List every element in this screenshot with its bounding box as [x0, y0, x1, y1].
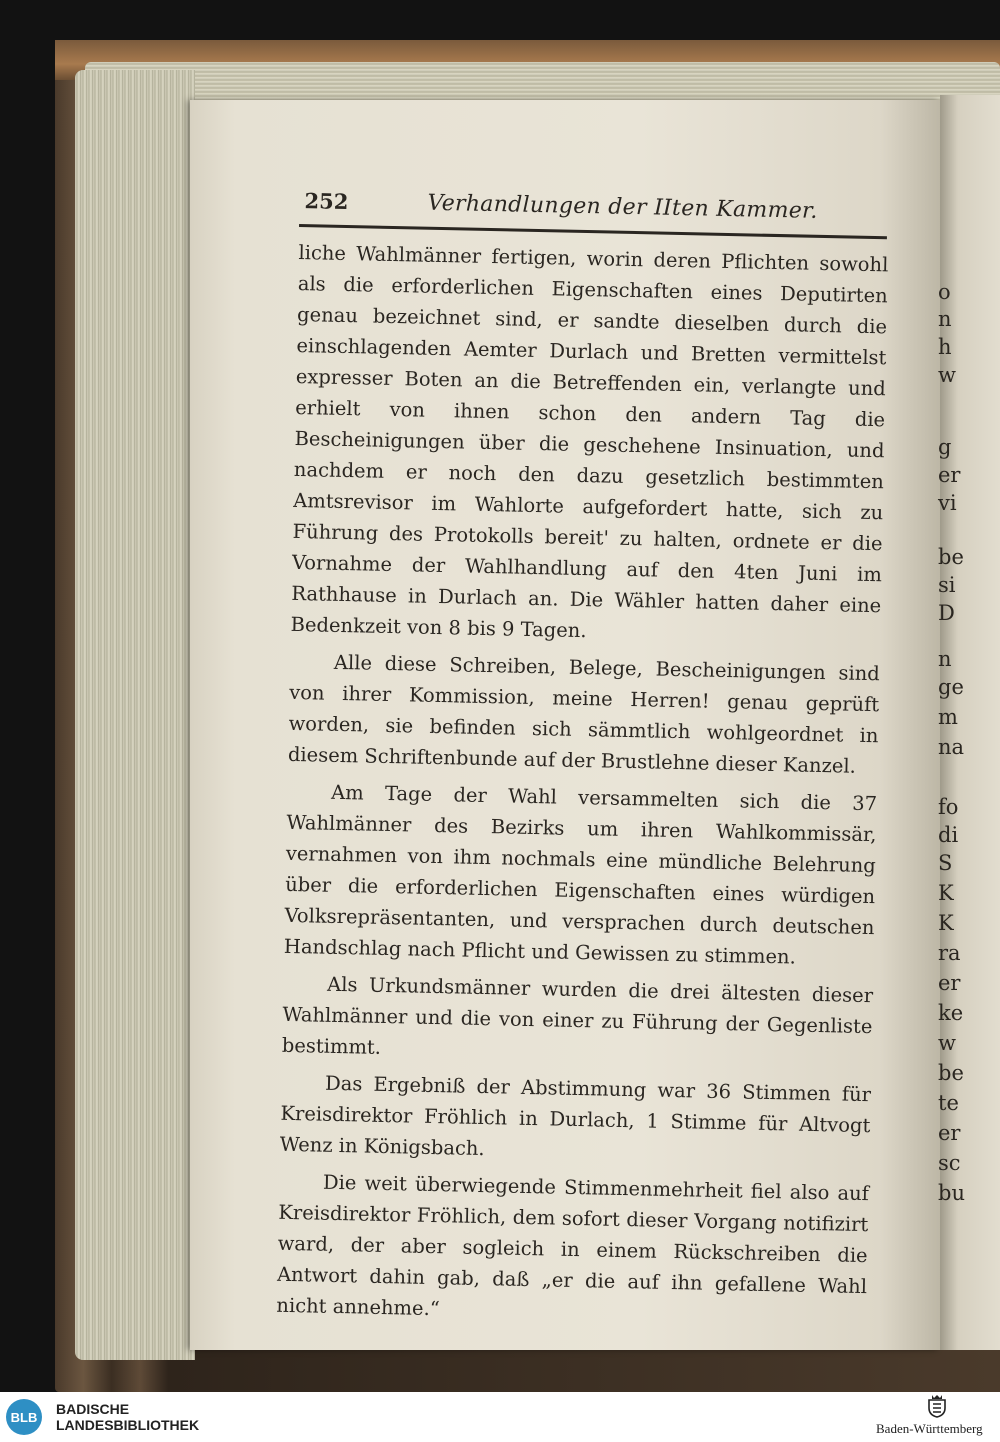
- right-page-fragment: K: [938, 911, 954, 935]
- right-page-fragment: o: [938, 280, 951, 304]
- right-page-fragment: K: [938, 881, 954, 905]
- right-page-fragment: w: [938, 1031, 956, 1055]
- library-name-line1: BADISCHE: [56, 1401, 130, 1417]
- right-page-fragment: n: [938, 307, 952, 331]
- paragraph: Am Tage der Wahl versammelten sich die 37 Wahlmänner des Bezirks um ihren Wahlkommissär, vernahmen von ihm nochmals eine mündliche Belehrung über die erforderlichen Eigenschaften eines würdigen Volksrepräsentanten, und versprachen durch deutschen Handschlag nach Pflicht und Gewissen zu stimmen.: [283, 780, 878, 969]
- right-page-fragment: n: [938, 647, 952, 671]
- right-page-fragment: fo: [938, 795, 959, 819]
- right-page-fragment: er: [938, 1121, 961, 1145]
- paragraph: Das Ergebniß der Abstimmung war 36 Stimmen für Kreisdirektor Fröhlich in Durlach, 1 Stimme für Altvogt Wenz in Königsbach.: [279, 1071, 872, 1161]
- right-page-fragment: be: [938, 1061, 964, 1085]
- right-page-fragment: be: [938, 545, 964, 569]
- coat-of-arms-icon: [926, 1394, 948, 1418]
- right-page-fragment: m: [938, 705, 958, 729]
- page-top-edges: [85, 62, 1000, 102]
- right-page-fragment: vi: [938, 491, 957, 515]
- right-page-fragment: w: [938, 363, 956, 387]
- running-title: Verhandlungen der IIten Kammer.: [427, 190, 819, 224]
- right-page-fragment: g: [938, 435, 952, 459]
- right-page-fragment: D: [938, 601, 955, 625]
- library-name[interactable]: [56, 1401, 199, 1433]
- page-fore-edges: [75, 70, 195, 1360]
- right-page-fragment: si: [938, 573, 956, 597]
- right-page-fragment: te: [938, 1091, 959, 1115]
- paragraph: Alle diese Schreiben, Belege, Bescheinigungen sind von ihrer Kommission, meine Herren! genau geprüft worden, sie befinden sich sämmtlich wohlgeordnet in diesem Schriftenbunde auf der Brustlehne dieser Kanzel.: [287, 650, 881, 778]
- right-page-fragment: na: [938, 735, 965, 759]
- right-page-fragment: h: [938, 335, 952, 359]
- right-page-fragment: S: [938, 851, 953, 875]
- right-page-fragment: ke: [938, 1001, 964, 1025]
- right-page-edge: [940, 95, 1000, 1350]
- paragraph: Die weit überwiegende Stimmenmehrheit fiel also auf Kreisdirektor Fröhlich, dem sofort dieser Vorgang notifizirt ward, der aber sogleich in einem Rückschreiben die Antwort dahin gab, daß „er die auf ihn gefallene Wahl nicht annehme.“: [276, 1170, 870, 1321]
- right-page-fragment: ra: [938, 941, 961, 965]
- right-page-fragment: ge: [938, 675, 964, 699]
- page-text-block: [276, 180, 890, 1339]
- state-label[interactable]: Baden-Württemberg: [876, 1421, 983, 1436]
- blb-logo-icon[interactable]: BLB: [6, 1399, 42, 1435]
- paragraph: Als Urkundsmänner wurden die drei ältesten dieser Wahlmänner und die von einer zu Führung der Gegenliste bestimmt.: [281, 972, 874, 1059]
- right-page-fragment: bu: [938, 1181, 965, 1205]
- page-number: 252: [304, 188, 349, 215]
- library-name-line2: LANDESBIBLIOTHEK: [56, 1417, 200, 1433]
- right-page-fragment: di: [938, 823, 959, 847]
- viewer-footer: [0, 1392, 1000, 1442]
- right-page-fragment: er: [938, 463, 961, 487]
- right-page-fragment: sc: [938, 1151, 961, 1175]
- paragraph: liche Wahlmänner fertigen, worin deren Pflichten sowohl als die erforderlichen Eigenschaften eines Deputirten genau bezeichnet sind, er sandte dieselben durch die einschlagenden Aemter Durlach und Bretten vermittelst expresser Boten an die Betreffenden ein, verlangte und erhielt von ihnen schon den andern Tag die Bescheinigungen über die geschehene Insinuation, und nachdem er noch den dazu gesetzlich bestimmten Amtsrevisor im Wahlorte aufgefordert hatte, sich zu Führung des Protokolls bereit' zu halten, ordnete er die Vornahme der Wahlhandlung auf den 4ten Juni im Rathhause in Durlach an. Die Wähler hatten daher eine Bedenkzeit von 8 bis 9 Tagen.: [290, 240, 889, 643]
- right-page-fragment: er: [938, 971, 961, 995]
